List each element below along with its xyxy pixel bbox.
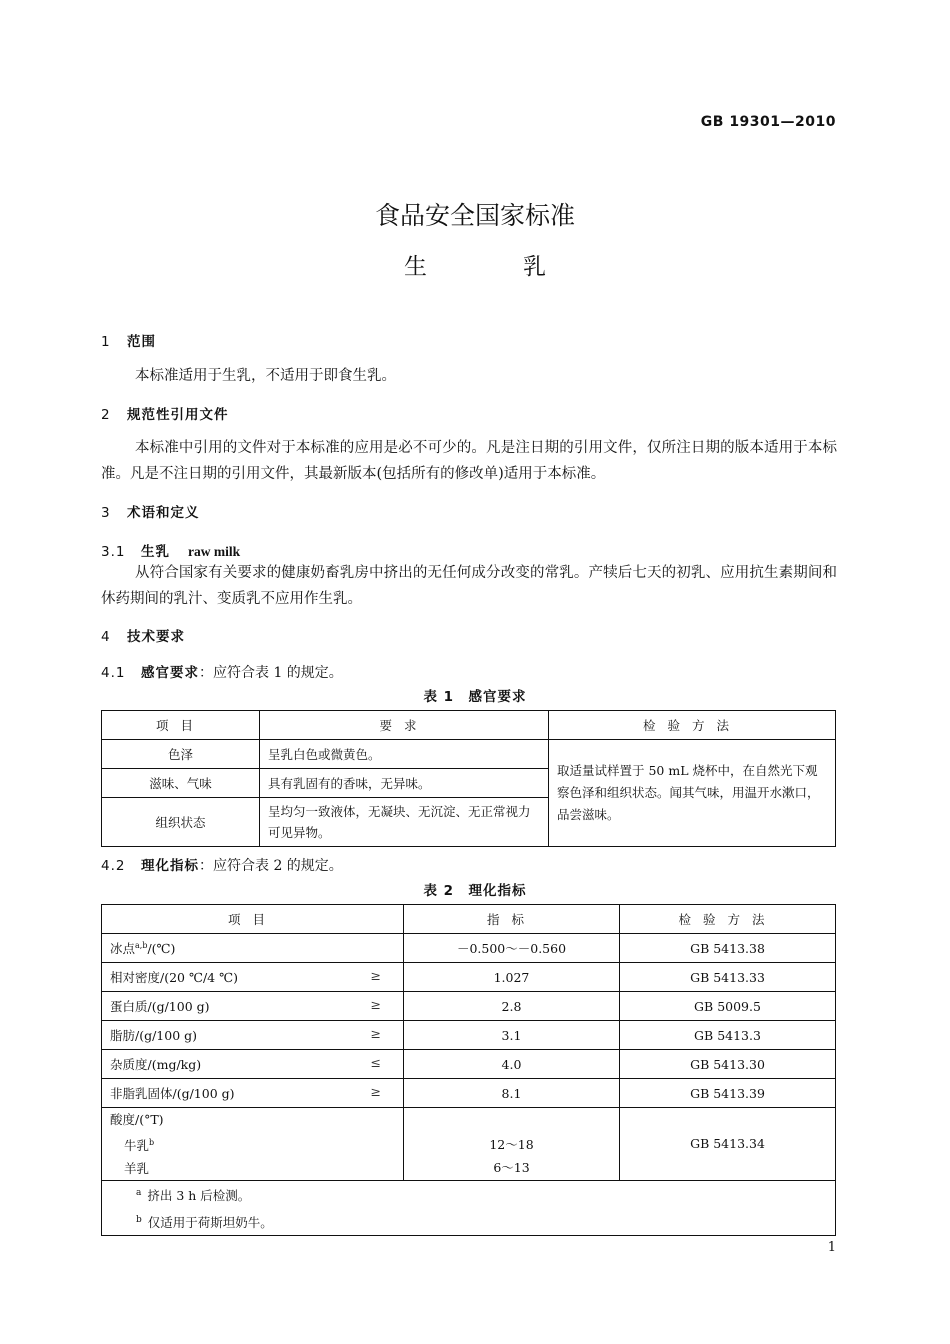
section-2-heading bbox=[101, 403, 229, 423]
method-cell: GB 5413.38 bbox=[620, 934, 836, 963]
section-3-1-text: 从符合国家有关要求的健康奶畜乳房中挤出的无任何成分改变的常乳。产犊后七天的初乳、应用抗生素期间和休药期间的乳汁、变质乳不应用作生乳。 bbox=[101, 565, 837, 607]
section-title: 规范性引用文件 bbox=[127, 407, 229, 423]
section-4-2-heading bbox=[101, 854, 343, 875]
comparison-sign: ≥ bbox=[370, 1084, 381, 1099]
page-number: 1 bbox=[827, 1240, 836, 1255]
method-cell: GB 5413.34 bbox=[620, 1108, 836, 1181]
column-header: 项目 bbox=[102, 905, 404, 934]
item-label: 杂质度/(mg/kg) bbox=[110, 1057, 202, 1072]
value-cell: 1.027 bbox=[404, 963, 620, 992]
item-cell bbox=[102, 934, 404, 963]
value-cell: 4.0 bbox=[404, 1050, 620, 1079]
method-cell: GB 5413.3 bbox=[620, 1021, 836, 1050]
item-cell: 色泽 bbox=[102, 740, 260, 769]
sub-item bbox=[110, 1131, 395, 1157]
value-cell: 2.8 bbox=[404, 992, 620, 1021]
method-cell: GB 5413.30 bbox=[620, 1050, 836, 1079]
item-unit: /(℃) bbox=[147, 941, 176, 956]
value-cell bbox=[404, 1108, 620, 1181]
value-cell: －0.500～－0.560 bbox=[404, 934, 620, 963]
table-row bbox=[102, 934, 836, 963]
item-cell: 滋味、气味 bbox=[102, 769, 260, 798]
method-cell: GB 5413.39 bbox=[620, 1079, 836, 1108]
table-row bbox=[102, 740, 836, 769]
section-1-text: 本标准适用于生乳，不适用于即食生乳。 bbox=[135, 368, 396, 384]
comparison-sign: ≤ bbox=[370, 1055, 381, 1070]
method-cell: 取适量试样置于 50 mL 烧杯中，在自然光下观察色泽和组织状态。闻其气味，用温开水漱口，品尝滋味。 bbox=[549, 740, 836, 847]
column-header: 指标 bbox=[404, 905, 620, 934]
section-4-heading bbox=[101, 625, 185, 645]
item-cell bbox=[102, 1050, 404, 1079]
item-cell: 组织状态 bbox=[102, 798, 260, 847]
footnote-ref: a,b bbox=[135, 940, 148, 950]
footnote-text: 仅适用于荷斯坦奶牛。 bbox=[147, 1215, 273, 1231]
table-1-caption: 表 1 感官要求 bbox=[423, 689, 527, 705]
document-title: 食品安全国家标准 bbox=[374, 201, 575, 230]
comparison-sign: ≥ bbox=[370, 968, 381, 983]
column-header: 检验方法 bbox=[549, 711, 836, 740]
item-label: 脂肪/(g/100 g) bbox=[110, 1028, 198, 1043]
item-label: 蛋白质/(g/100 g) bbox=[110, 999, 210, 1014]
section-title: 术语和定义 bbox=[127, 505, 200, 521]
sub-item-label: 羊乳 bbox=[124, 1161, 150, 1177]
table-2-caption: 表 2 理化指标 bbox=[423, 883, 527, 899]
term-en: raw milk bbox=[188, 544, 241, 559]
item-label: 酸度/(°T) bbox=[110, 1112, 164, 1127]
requirement-cell: 呈均匀一致液体，无凝块、无沉淀、无正常视力可见异物。 bbox=[260, 798, 549, 847]
footnote-ref: b bbox=[149, 1138, 155, 1147]
term-zh: 生乳 bbox=[141, 544, 170, 560]
column-header: 要求 bbox=[260, 711, 549, 740]
section-1-heading bbox=[101, 330, 156, 350]
section-3-heading bbox=[101, 501, 200, 521]
item-cell bbox=[102, 992, 404, 1021]
value: 12～18 bbox=[489, 1136, 534, 1152]
footnote bbox=[136, 1181, 827, 1208]
footnotes-cell bbox=[102, 1181, 836, 1236]
table-header-row bbox=[102, 711, 836, 740]
item-cell bbox=[102, 1079, 404, 1108]
item-label: 冰点 bbox=[110, 941, 136, 956]
subtitle-char-2: 乳 bbox=[523, 254, 546, 280]
section-number: 3 bbox=[101, 505, 111, 521]
method-cell: GB 5413.33 bbox=[620, 963, 836, 992]
table-2 bbox=[101, 904, 836, 1236]
footnote-text: 挤出 3 h 后检测。 bbox=[147, 1188, 251, 1204]
column-header: 检验方法 bbox=[620, 905, 836, 934]
table-row bbox=[102, 963, 836, 992]
value-cell: 3.1 bbox=[404, 1021, 620, 1050]
table-footnotes-row bbox=[102, 1181, 836, 1236]
section-title: 技术要求 bbox=[127, 629, 185, 645]
standard-code: GB 19301—2010 bbox=[700, 114, 836, 130]
table-row bbox=[102, 1050, 836, 1079]
requirement-cell: 呈乳白色或微黄色。 bbox=[260, 740, 549, 769]
section-number: 4 bbox=[101, 629, 111, 645]
section-number: 4.1 bbox=[101, 665, 126, 681]
section-title: 理化指标 bbox=[141, 858, 199, 874]
section-lead: ：应符合表 1 的规定。 bbox=[199, 665, 343, 681]
item-label: 非脂乳固体/(g/100 g) bbox=[110, 1086, 235, 1101]
table-row bbox=[102, 992, 836, 1021]
table-1 bbox=[101, 710, 836, 847]
table-header-row bbox=[102, 905, 836, 934]
section-number: 1 bbox=[101, 334, 111, 350]
comparison-sign: ≥ bbox=[370, 1026, 381, 1041]
table-row bbox=[102, 1021, 836, 1050]
section-4-1-heading bbox=[101, 661, 343, 682]
footnote bbox=[136, 1208, 827, 1235]
subtitle-char-1: 生 bbox=[404, 254, 427, 280]
document-subtitle bbox=[0, 248, 950, 281]
footnote-mark: a bbox=[136, 1188, 142, 1199]
section-title: 范围 bbox=[127, 334, 156, 350]
table-row-acidity bbox=[102, 1108, 836, 1181]
method-cell: GB 5009.5 bbox=[620, 992, 836, 1021]
item-label: 相对密度/(20 ℃/4 ℃) bbox=[110, 970, 238, 985]
item-cell bbox=[102, 1108, 404, 1181]
requirement-cell: 具有乳固有的香味，无异味。 bbox=[260, 769, 549, 798]
column-header: 项目 bbox=[102, 711, 260, 740]
table-row bbox=[102, 1079, 836, 1108]
section-number: 4.2 bbox=[101, 858, 126, 874]
comparison-sign: ≥ bbox=[370, 997, 381, 1012]
footnote-mark: b bbox=[136, 1215, 142, 1226]
item-cell bbox=[102, 963, 404, 992]
section-number: 3.1 bbox=[101, 544, 126, 560]
item-cell bbox=[102, 1021, 404, 1050]
section-lead: ：应符合表 2 的规定。 bbox=[199, 858, 343, 874]
value-cell: 8.1 bbox=[404, 1079, 620, 1108]
value: 6～13 bbox=[493, 1159, 530, 1175]
section-3-1-heading bbox=[101, 540, 240, 560]
section-number: 2 bbox=[101, 407, 111, 423]
section-title: 感官要求 bbox=[141, 665, 199, 681]
section-2-text: 本标准中引用的文件对于本标准的应用是必不可少的。凡是注日期的引用文件，仅所注日期的版本适用于本标准。凡是不注日期的引用文件，其最新版本(包括所有的修改单)适用于本标准。 bbox=[101, 440, 837, 482]
sub-item-label: 牛乳 bbox=[124, 1138, 150, 1154]
